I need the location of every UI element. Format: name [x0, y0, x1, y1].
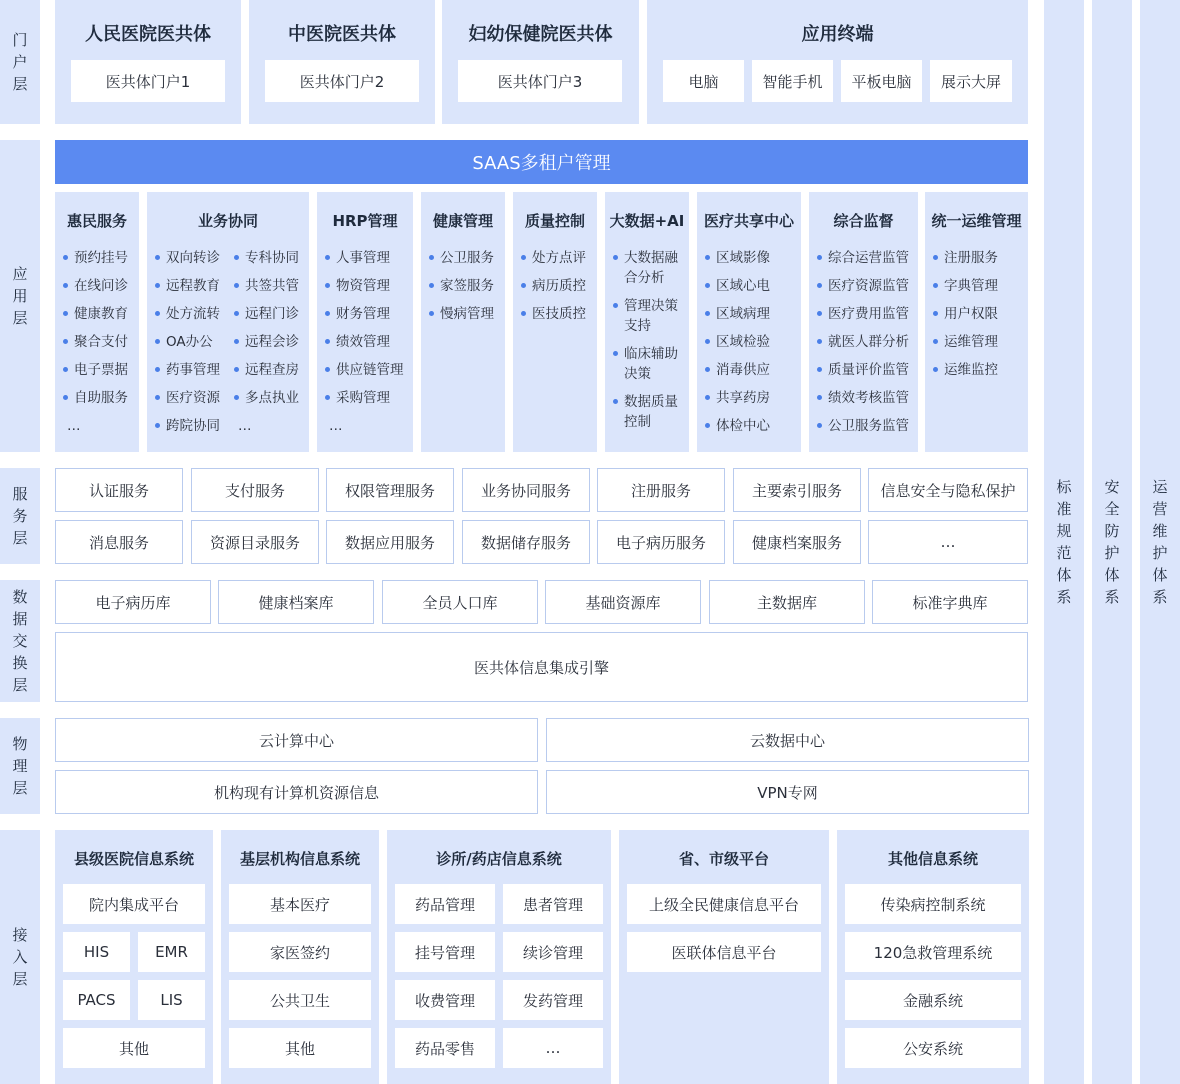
- bullet-icon: [234, 311, 239, 316]
- module-item[interactable]: [63, 360, 137, 380]
- cloud-computing-center[interactable]: 云计算中心: [55, 718, 538, 762]
- bullet-icon: [155, 367, 160, 372]
- bullet-icon: [234, 339, 239, 344]
- module-item[interactable]: [817, 304, 918, 324]
- module-item[interactable]: [63, 248, 137, 268]
- access-item[interactable]: 公共卫生: [229, 980, 371, 1020]
- bullet-icon: [63, 283, 68, 288]
- bullet-icon: [155, 283, 160, 288]
- access-title: 省、市级平台: [678, 850, 769, 868]
- module-item-label: 就医人群分析: [828, 334, 909, 350]
- access-item[interactable]: 院内集成平台: [63, 884, 205, 924]
- module-item-label: 大数据融合分析: [624, 250, 678, 286]
- side-security: 安全防护体系: [1092, 0, 1132, 1084]
- module-item-label: 共签共管: [245, 278, 299, 294]
- bullet-icon: [521, 255, 526, 260]
- bullet-icon: [705, 395, 710, 400]
- bullet-icon: [63, 311, 68, 316]
- bullet-icon: [933, 339, 938, 344]
- module-item-label: 医疗资源: [166, 390, 220, 406]
- module-item[interactable]: [705, 360, 797, 380]
- module-item-label: OA办公: [166, 334, 213, 350]
- portal-group-title: 中医院医共体: [288, 24, 396, 45]
- access-other-systems: [837, 830, 1029, 1084]
- module-title: 质量控制: [524, 212, 585, 230]
- module-item-label: 双向转诊: [166, 250, 220, 266]
- module-item-label: 处方流转: [166, 306, 220, 322]
- module-item-label: 远程门诊: [245, 306, 299, 322]
- access-province-city: [619, 830, 829, 1084]
- module-item-label: 远程会诊: [245, 334, 299, 350]
- module-item-label: 字典管理: [944, 278, 998, 294]
- access-item[interactable]: 金融系统: [845, 980, 1021, 1020]
- integration-engine[interactable]: 医共体信息集成引擎: [55, 632, 1028, 702]
- module-item[interactable]: [521, 304, 597, 324]
- layer-label-service: 服务层: [0, 468, 40, 564]
- module-item-label: …: [238, 418, 252, 434]
- module-item[interactable]: [234, 360, 308, 380]
- db-health-record[interactable]: 健康档案库: [218, 580, 374, 624]
- module-item[interactable]: [63, 304, 137, 324]
- service-data-storage[interactable]: 数据储存服务: [462, 520, 590, 564]
- module-item[interactable]: [705, 416, 797, 436]
- access-item[interactable]: 传染病控制系统: [845, 884, 1021, 924]
- portal-group-3: [442, 0, 639, 124]
- service-data-app[interactable]: 数据应用服务: [326, 520, 454, 564]
- module-item[interactable]: [325, 388, 413, 408]
- layer-label-access: 接入层: [0, 830, 40, 1084]
- module-item-label: 运维管理: [944, 334, 998, 350]
- module-item[interactable]: [817, 276, 918, 296]
- bullet-icon: [155, 311, 160, 316]
- bullet-icon: [234, 255, 239, 260]
- module-item-label: 人事管理: [336, 250, 390, 266]
- module-item[interactable]: [155, 304, 233, 324]
- vpn-network[interactable]: VPN专网: [546, 770, 1029, 814]
- terminal-tablet[interactable]: 平板电脑: [841, 60, 922, 102]
- bullet-icon: [155, 423, 160, 428]
- module-items: [429, 248, 505, 332]
- service-registration[interactable]: 注册服务: [597, 468, 725, 512]
- module-item-label: 远程查房: [245, 362, 299, 378]
- bullet-icon: [429, 283, 434, 288]
- db-population[interactable]: 全员人口库: [382, 580, 538, 624]
- module-item[interactable]: [705, 304, 797, 324]
- module-item[interactable]: [933, 276, 1027, 296]
- access-title: 基层机构信息系统: [239, 850, 360, 868]
- access-clinic-pharmacy: [387, 830, 611, 1084]
- access-item[interactable]: …: [503, 1028, 603, 1068]
- bullet-icon: [933, 311, 938, 316]
- module-items: [155, 248, 233, 444]
- access-item[interactable]: 药品管理: [395, 884, 495, 924]
- module-ops: [925, 192, 1028, 452]
- module-item[interactable]: [155, 248, 233, 268]
- db-emr[interactable]: 电子病历库: [55, 580, 211, 624]
- bullet-icon: [325, 339, 330, 344]
- bullet-icon: [325, 283, 330, 288]
- module-huimin: [55, 192, 139, 452]
- module-item[interactable]: [933, 304, 1027, 324]
- service-auth[interactable]: 认证服务: [55, 468, 183, 512]
- service-permission[interactable]: 权限管理服务: [326, 468, 454, 512]
- module-title: 惠民服务: [66, 212, 127, 230]
- module-item[interactable]: [325, 416, 413, 436]
- bullet-icon: [63, 339, 68, 344]
- access-item[interactable]: 基本医疗: [229, 884, 371, 924]
- bullet-icon: [325, 395, 330, 400]
- bullet-icon: [705, 311, 710, 316]
- access-item[interactable]: 120急救管理系统: [845, 932, 1021, 972]
- module-item-label: 用户权限: [944, 306, 998, 322]
- bullet-icon: [325, 255, 330, 260]
- access-item[interactable]: EMR: [138, 932, 205, 972]
- portal-group-title: 妇幼保健院医共体: [468, 24, 613, 45]
- layer-label-portal: 门户层: [0, 0, 40, 124]
- module-health: [421, 192, 505, 452]
- portal-link-2[interactable]: 医共体门户2: [265, 60, 419, 102]
- service-payment[interactable]: 支付服务: [191, 468, 319, 512]
- side-operations: 运营维护体系: [1140, 0, 1180, 1084]
- module-title: 大数据+AI: [609, 212, 685, 230]
- bullet-icon: [521, 283, 526, 288]
- module-item-label: 财务管理: [336, 306, 390, 322]
- bullet-icon: [63, 367, 68, 372]
- portal-group-title: 人民医院医共体: [85, 24, 211, 45]
- module-item-label: 家签服务: [440, 278, 494, 294]
- module-item-label: 公卫服务监管: [828, 418, 909, 434]
- bullet-icon: [613, 351, 618, 356]
- layer-label-app: 应用层: [0, 140, 40, 452]
- module-item[interactable]: [933, 248, 1027, 268]
- module-item-label: 在线问诊: [74, 278, 128, 294]
- portal-link-3[interactable]: 医共体门户3: [458, 60, 622, 102]
- access-item[interactable]: PACS: [63, 980, 130, 1020]
- bullet-icon: [613, 255, 618, 260]
- service-health-record[interactable]: 健康档案服务: [733, 520, 861, 564]
- module-item-label: 跨院协同: [166, 418, 220, 434]
- module-hrp: [317, 192, 413, 452]
- module-item[interactable]: [155, 332, 233, 352]
- access-title: 县级医院信息系统: [73, 850, 194, 868]
- module-item[interactable]: [325, 248, 413, 268]
- module-item[interactable]: [613, 248, 683, 288]
- module-item-label: 医技质控: [532, 306, 586, 322]
- module-item[interactable]: [705, 276, 797, 296]
- service-message[interactable]: 消息服务: [55, 520, 183, 564]
- portal-group-1: [55, 0, 241, 124]
- module-item[interactable]: [817, 248, 918, 268]
- module-item[interactable]: [155, 416, 233, 436]
- module-item[interactable]: [155, 276, 233, 296]
- module-item[interactable]: [325, 332, 413, 352]
- module-item[interactable]: [429, 276, 505, 296]
- module-item-label: 区域影像: [716, 250, 770, 266]
- bullet-icon: [705, 339, 710, 344]
- module-item-label: 聚合支付: [74, 334, 128, 350]
- module-item[interactable]: [817, 416, 918, 436]
- module-item-label: 注册服务: [944, 250, 998, 266]
- module-item[interactable]: [933, 332, 1027, 352]
- module-items: [705, 248, 797, 444]
- module-quality: [513, 192, 597, 452]
- module-item-label: 预约挂号: [74, 250, 128, 266]
- module-item[interactable]: [817, 332, 918, 352]
- access-item[interactable]: LIS: [138, 980, 205, 1020]
- terminal-display[interactable]: 展示大屏: [930, 60, 1012, 102]
- module-item[interactable]: [817, 388, 918, 408]
- module-item[interactable]: [325, 360, 413, 380]
- module-item-label: 消毒供应: [716, 362, 770, 378]
- module-items: [817, 248, 918, 444]
- module-items: [613, 248, 683, 440]
- bullet-icon: [817, 311, 822, 316]
- module-item-label: 采购管理: [336, 390, 390, 406]
- access-title: 诊所/药店信息系统: [436, 850, 562, 868]
- module-item-label: 体检中心: [716, 418, 770, 434]
- cloud-data-center[interactable]: 云数据中心: [546, 718, 1029, 762]
- db-basic-resource[interactable]: 基础资源库: [545, 580, 701, 624]
- module-item-label: 电子票据: [74, 362, 128, 378]
- bullet-icon: [705, 283, 710, 288]
- module-item[interactable]: [521, 276, 597, 296]
- module-item-label: 自助服务: [74, 390, 128, 406]
- module-item[interactable]: [429, 248, 505, 268]
- bullet-icon: [817, 283, 822, 288]
- access-item[interactable]: 收费管理: [395, 980, 495, 1020]
- module-item[interactable]: [63, 332, 137, 352]
- module-item-label: 绩效管理: [336, 334, 390, 350]
- service-resource-catalog[interactable]: 资源目录服务: [191, 520, 319, 564]
- module-item-label: 多点执业: [245, 390, 299, 406]
- bullet-icon: [155, 395, 160, 400]
- module-items: [325, 248, 413, 444]
- layer-label-physical: 物理层: [0, 718, 40, 814]
- access-item[interactable]: 家医签约: [229, 932, 371, 972]
- terminal-title: 应用终端: [801, 24, 874, 45]
- access-item[interactable]: 发药管理: [503, 980, 603, 1020]
- module-item-label: …: [67, 418, 81, 434]
- module-item[interactable]: [613, 392, 683, 432]
- service-emr[interactable]: 电子病历服务: [597, 520, 725, 564]
- access-county-hospital: [55, 830, 213, 1084]
- module-item-label: 医疗费用监管: [828, 306, 909, 322]
- bullet-icon: [817, 423, 822, 428]
- module-title: 业务协同: [197, 212, 258, 230]
- module-item-label: 数据质量控制: [624, 394, 678, 430]
- module-item-label: 专科协同: [245, 250, 299, 266]
- bullet-icon: [155, 339, 160, 344]
- access-title: 其他信息系统: [887, 850, 978, 868]
- module-item-label: 公卫服务: [440, 250, 494, 266]
- bullet-icon: [155, 255, 160, 260]
- module-item-label: 病历质控: [532, 278, 586, 294]
- side-standards: 标准规范体系: [1044, 0, 1084, 1084]
- bullet-icon: [429, 255, 434, 260]
- module-item[interactable]: [234, 332, 308, 352]
- module-item-label: 共享药房: [716, 390, 770, 406]
- module-items: [63, 248, 137, 444]
- portal-group-2: [249, 0, 435, 124]
- module-item-label: 区域心电: [716, 278, 770, 294]
- module-item[interactable]: [234, 388, 308, 408]
- module-item-label: 运维监控: [944, 362, 998, 378]
- bullet-icon: [817, 395, 822, 400]
- access-item[interactable]: 其他: [229, 1028, 371, 1068]
- terminal-group: [647, 0, 1028, 124]
- module-item-label: 供应链管理: [336, 362, 404, 378]
- module-title: 医疗共享中心: [703, 212, 794, 230]
- access-basic-institution: [221, 830, 379, 1084]
- module-item[interactable]: [63, 416, 137, 436]
- db-master-data[interactable]: 主数据库: [709, 580, 865, 624]
- module-item-label: 药事管理: [166, 362, 220, 378]
- module-bigdata-ai: [605, 192, 689, 452]
- module-item-label: 区域病理: [716, 306, 770, 322]
- bullet-icon: [521, 311, 526, 316]
- module-item-label: 质量评价监管: [828, 362, 909, 378]
- module-item[interactable]: [933, 360, 1027, 380]
- bullet-icon: [705, 423, 710, 428]
- terminal-phone[interactable]: 智能手机: [752, 60, 833, 102]
- terminal-pc[interactable]: 电脑: [663, 60, 744, 102]
- layer-label-data: 数据交换层: [0, 580, 40, 702]
- module-sharing-center: [697, 192, 801, 452]
- module-item-label: 区域检验: [716, 334, 770, 350]
- saas-bar: SAAS多租户管理: [55, 140, 1028, 184]
- module-item[interactable]: [325, 304, 413, 324]
- bullet-icon: [613, 399, 618, 404]
- module-item[interactable]: [613, 296, 683, 336]
- module-items: [521, 248, 597, 332]
- bullet-icon: [429, 311, 434, 316]
- access-item[interactable]: 患者管理: [503, 884, 603, 924]
- bullet-icon: [63, 395, 68, 400]
- bullet-icon: [613, 303, 618, 308]
- module-item[interactable]: [705, 388, 797, 408]
- module-item-label: …: [329, 418, 343, 434]
- bullet-icon: [817, 255, 822, 260]
- bullet-icon: [325, 367, 330, 372]
- access-item[interactable]: HIS: [63, 932, 130, 972]
- bullet-icon: [325, 311, 330, 316]
- db-dictionary[interactable]: 标准字典库: [872, 580, 1028, 624]
- module-item[interactable]: [705, 332, 797, 352]
- module-item[interactable]: [613, 344, 683, 384]
- module-collaboration: [147, 192, 309, 452]
- portal-link-1[interactable]: 医共体门户1: [71, 60, 225, 102]
- module-title: 统一运维管理: [931, 212, 1022, 230]
- module-items: [933, 248, 1027, 388]
- module-item[interactable]: [234, 304, 308, 324]
- access-item[interactable]: 挂号管理: [395, 932, 495, 972]
- module-item[interactable]: [234, 416, 308, 436]
- bullet-icon: [933, 283, 938, 288]
- bullet-icon: [234, 395, 239, 400]
- module-item[interactable]: [521, 248, 597, 268]
- bullet-icon: [234, 367, 239, 372]
- module-item[interactable]: [429, 304, 505, 324]
- module-item-label: 管理决策支持: [624, 298, 678, 334]
- service-more[interactable]: …: [868, 520, 1028, 564]
- module-item-label: 远程教育: [166, 278, 220, 294]
- module-item-label: 慢病管理: [440, 306, 494, 322]
- bullet-icon: [705, 367, 710, 372]
- access-item[interactable]: 上级全民健康信息平台: [627, 884, 821, 924]
- module-item-label: 健康教育: [74, 306, 128, 322]
- bullet-icon: [817, 339, 822, 344]
- service-security-privacy[interactable]: 信息安全与隐私保护: [868, 468, 1028, 512]
- module-item[interactable]: [155, 360, 233, 380]
- module-item-label: 绩效考核监管: [828, 390, 909, 406]
- module-title: 健康管理: [432, 212, 493, 230]
- module-item-label: 综合运营监管: [828, 250, 909, 266]
- module-item[interactable]: [817, 360, 918, 380]
- module-item[interactable]: [234, 276, 308, 296]
- bullet-icon: [933, 255, 938, 260]
- module-item[interactable]: [63, 388, 137, 408]
- module-item[interactable]: [234, 248, 308, 268]
- access-item[interactable]: 药品零售: [395, 1028, 495, 1068]
- module-items: [234, 248, 308, 444]
- bullet-icon: [933, 367, 938, 372]
- service-collaboration[interactable]: 业务协同服务: [462, 468, 590, 512]
- existing-computing-resources[interactable]: 机构现有计算机资源信息: [55, 770, 538, 814]
- module-item[interactable]: [63, 276, 137, 296]
- module-supervision: [809, 192, 918, 452]
- access-item[interactable]: 续诊管理: [503, 932, 603, 972]
- module-item-label: 临床辅助决策: [624, 346, 678, 382]
- module-item[interactable]: [705, 248, 797, 268]
- access-item[interactable]: 公安系统: [845, 1028, 1021, 1068]
- bullet-icon: [234, 283, 239, 288]
- module-item-label: 医疗资源监管: [828, 278, 909, 294]
- access-item[interactable]: 医联体信息平台: [627, 932, 821, 972]
- service-master-index[interactable]: 主要索引服务: [733, 468, 861, 512]
- module-item-label: 物资管理: [336, 278, 390, 294]
- module-title: HRP管理: [332, 212, 398, 230]
- bullet-icon: [705, 255, 710, 260]
- module-item-label: 处方点评: [532, 250, 586, 266]
- access-item[interactable]: 其他: [63, 1028, 205, 1068]
- module-item[interactable]: [155, 388, 233, 408]
- bullet-icon: [817, 367, 822, 372]
- module-title: 综合监督: [833, 212, 894, 230]
- bullet-icon: [63, 255, 68, 260]
- module-item[interactable]: [325, 276, 413, 296]
